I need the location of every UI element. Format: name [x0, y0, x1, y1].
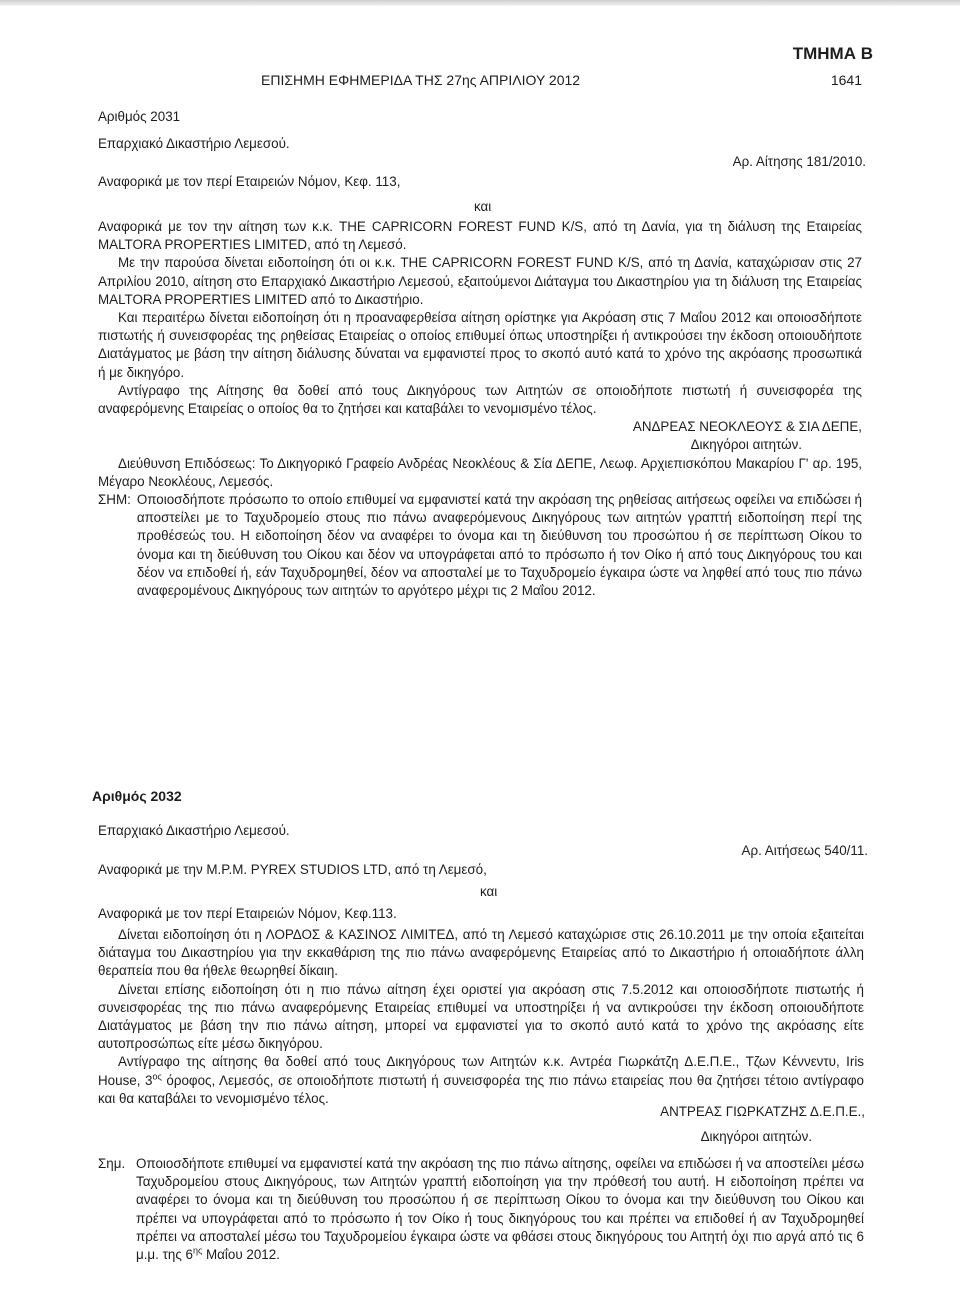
note-text: Οποιοσδήποτε πρόσωπο το οποίο επιθυμεί να εμφανιστεί κατά την ακρόαση της ρηθείσας αιτήσεως οφείλει να επιδώσει ή αποστείλει με το Ταχυδρομείο στους πιο πάνω αναφερόμενους Δικηγόρους των αιτητών γραπτή ειδοποίηση περί της προθέσεώς του. Η ειδοποίηση δέον να αναφέρει το όνομα και τη διεύθυνση του προσώπου ή σε περίπτωση Οίκου το όνομα και τη διεύθυνση του Οίκου και δέον να υπογράφεται από το πρόσωπο ή τον Οίκο ή από τους Δικηγόρους του και δέον να επιδοθεί ή, εάν Ταχυδρομηθεί, δέον να αποσταλεί με το Ταχυδρομείο έγκαιρα ώστε να ληφθεί από τους πιο πάνω αναφερομένους Δικηγόρους των αιτητών το αργότερο μέχρι τις 2 Μαΐου 2012.: [136, 492, 862, 599]
note: [98, 491, 862, 600]
application-reference: Αναφορικά με τον την αίτηση των κ.κ. THE CAPRICORN FOREST FUND K/S, από τη Δανία, για τη διάλυση της Εταιρείας MALTORA PROPERTIES LIMITED, από τη Λεμεσό.: [98, 219, 862, 253]
paragraph: Δίνεται ειδοποίηση ότι η ΛΟΡΔΟΣ & ΚΑΣΙΝΟΣ ΛΙΜΙΤΕΔ, από τη Λεμεσό καταχώρισε στις 26.10.2011 με την οποία εξαιτείται διάταγμα του Δικαστηρίου για την εκκαθάριση της πιο πάνω αναφερόμενης Εταιρείας από το Δικαστήριο ή οποιαδήποτε άλλη θεραπεία που θα ήθελε θεωρηθεί δίκαιη.: [98, 927, 864, 979]
paragraph: Αντίγραφο της Αίτησης θα δοθεί από τους Δικηγόρους των Αιτητών σε οποιοδήποτε πιστωτή ή συνεισφορέα της αναφερόμενης Εταιρείας ο οποίος θα το ζητήσει και καταβάλει το νενομισμένο τέλος.: [98, 382, 862, 417]
company-reference: Αναφορικά με την Μ.Ρ.Μ. PYREX STUDIOS LTD, από τη Λεμεσό,: [98, 862, 487, 877]
court-name: Επαρχιακό Δικαστήριο Λεμεσού.: [98, 823, 290, 838]
note-label: ΣΗΜ:: [98, 492, 131, 508]
scan-edge: [0, 0, 960, 6]
paragraph: Με την παρούσα δίνεται ειδοποίηση ότι οι κ.κ. THE CAPRICORN FOREST FUND K/S, από τη Δανία, καταχώρισαν στις 27 Απριλίου 2010, αίτηση στο Επαρχιακό Δικαστήριο Λεμεσού, εξαιτούμενοι Διάταγμα του Δικαστηρίου για τη διάλυση της Εταιρείας MALTORA PROPERTIES LIMITED από το Δικαστήριο.: [98, 255, 862, 307]
section-label: ΤΜΗΜΑ Β: [792, 44, 873, 63]
case-number: Αρ. Αίτησης 181/2010.: [732, 154, 866, 169]
note: [98, 1155, 864, 1264]
court-name: Επαρχιακό Δικαστήριο Λεμεσού.: [98, 136, 290, 151]
notice-body: [98, 218, 862, 600]
paragraph: Και περαιτέρω δίνεται ειδοποίηση ότι η προαναφερθείσα αίτηση ορίστηκε για Ακρόαση στις 7 Μαΐου 2012 και οποιοσδήποτε πιστωτής ή συνεισφορέας της ρηθείσας Εταιρείας ο οποίος επιθυμεί όπως υποστηρίξει ή αντικρούσει την έκδοση οποιουδήποτε Διατάγματος με βάση την αίτηση διάλυσης δύναται να εμφανιστεί προς το σκοπό αυτό κατά το χρόνο της ακρόασης προσωπικά ή με δικηγόρο.: [98, 310, 862, 380]
signature-role: Δικηγόροι αιτητών.: [700, 1129, 812, 1144]
law-reference: Αναφορικά με τον περί Εταιρειών Νόμον, Κεφ. 113,: [98, 174, 401, 189]
signature-firm: ΑΝΔΡΕΑΣ ΝΕΟΚΛΕΟΥΣ & ΣΙΑ ΔΕΠΕ,: [632, 419, 862, 435]
paragraph: Αντίγραφο της αίτησης θα δοθεί από τους Δικηγόρους των Αιτητών κ.κ. Αντρέα Γιωρκάτζη Δ.Ε.Π.Ε., Τζων Κέννεντυ, Iris House, $3^{o\varsigma}$ όροφος, Λεμεσός, σε οποιοδήποτε πιστωτή ή συνεισφορέα της πιο πάνω εταιρείας που θα ζητήσει τέτοιο αντίγραφο και θα καταβάλει το νενομισμένο τέλος.: [98, 1054, 864, 1106]
service-address: Διεύθυνση Επιδόσεως: Το Δικηγορικό Γραφείο Ανδρέας Νεοκλέους & Σία ΔΕΠΕ, Λεωφ. Αρχιεπισκόπου Μακαρίου Γ' αρ. 195, Μέγαρο Νεοκλέους, Λεμεσός.: [98, 455, 862, 489]
conjunction: και: [480, 884, 498, 899]
notice-body: [98, 926, 864, 1108]
note-text: Οποιοσδήποτε επιθυμεί να εμφανιστεί κατά την ακρόαση της πιο πάνω αίτησης, οφείλει να επιδώσει ή να αποστείλει μέσω Ταχυδρομείου στους Δικηγόρους, των Αιτητών γραπτή ειδοποίηση για την πρόθεσή του αυτή. Η ειδοποίηση πρέπει να αναφέρει το όνομα και τη διεύθυνση του προσώπου ή σε περίπτωση Οίκου το όνομα και την διεύθυνση του Οίκου και πρέπει να υπογράφεται από το πρόσωπο ή τον Οίκο ή τους δικηγόρους του και πρέπει να επιδοθεί ή αν Ταχυδρομηθεί πρέπει να αποσταλεί μέσω του Ταχυδρομείου έγκαιρα ώστε να φθάσει στους δικηγόρους του Αιτητή όχι πιο αργά από τις 6 μ.μ. της $6^{\eta\varsigma}$ Μαΐου 2012.: [136, 1156, 864, 1263]
signature-firm: ΑΝΤΡΕΑΣ ΓΙΩΡΚΑΤΖΗΣ Δ.Ε.Π.Ε.,: [660, 1104, 865, 1119]
signature-role: Δικηγόροι αιτητών.: [690, 437, 802, 453]
note-label: Σημ.: [98, 1156, 126, 1171]
page-number: 1641: [830, 72, 862, 88]
notice-number: Αριθμός 2032: [92, 788, 182, 804]
paragraph: Δίνεται επίσης ειδοποίηση ότι η πιο πάνω αίτηση έχει οριστεί για ακρόαση στις 7.5.2012 και οποιοσδήποτε πιστωτής ή συνεισφορέας της πιο πάνω αναφερόμενης Εταιρείας επιθυμεί να υποστηρίξει ή να αντικρούσει την έκδοση οποιουδήποτε Διατάγματος με βάση την πιο πάνω αίτηση, μπορεί να εμφανιστεί για το σκοπό αυτό κατά το χρόνο της ακρόασης είτε αυτοπροσώπως είτε μέσω δικηγόρου.: [98, 981, 864, 1052]
gazette-title: ΕΠΙΣΗΜΗ ΕΦΗΜΕΡΙΔΑ ΤΗΣ 27ης ΑΠΡΙΛΙΟΥ 2012: [261, 72, 581, 88]
law-reference: Αναφορικά με τον περί Εταιρειών Νόμον, Κεφ.113.: [98, 906, 397, 921]
case-number: Αρ. Αιτήσεως 540/11.: [741, 843, 868, 858]
conjunction: και: [474, 199, 492, 214]
notice-number: Αριθμός 2031: [98, 109, 181, 124]
